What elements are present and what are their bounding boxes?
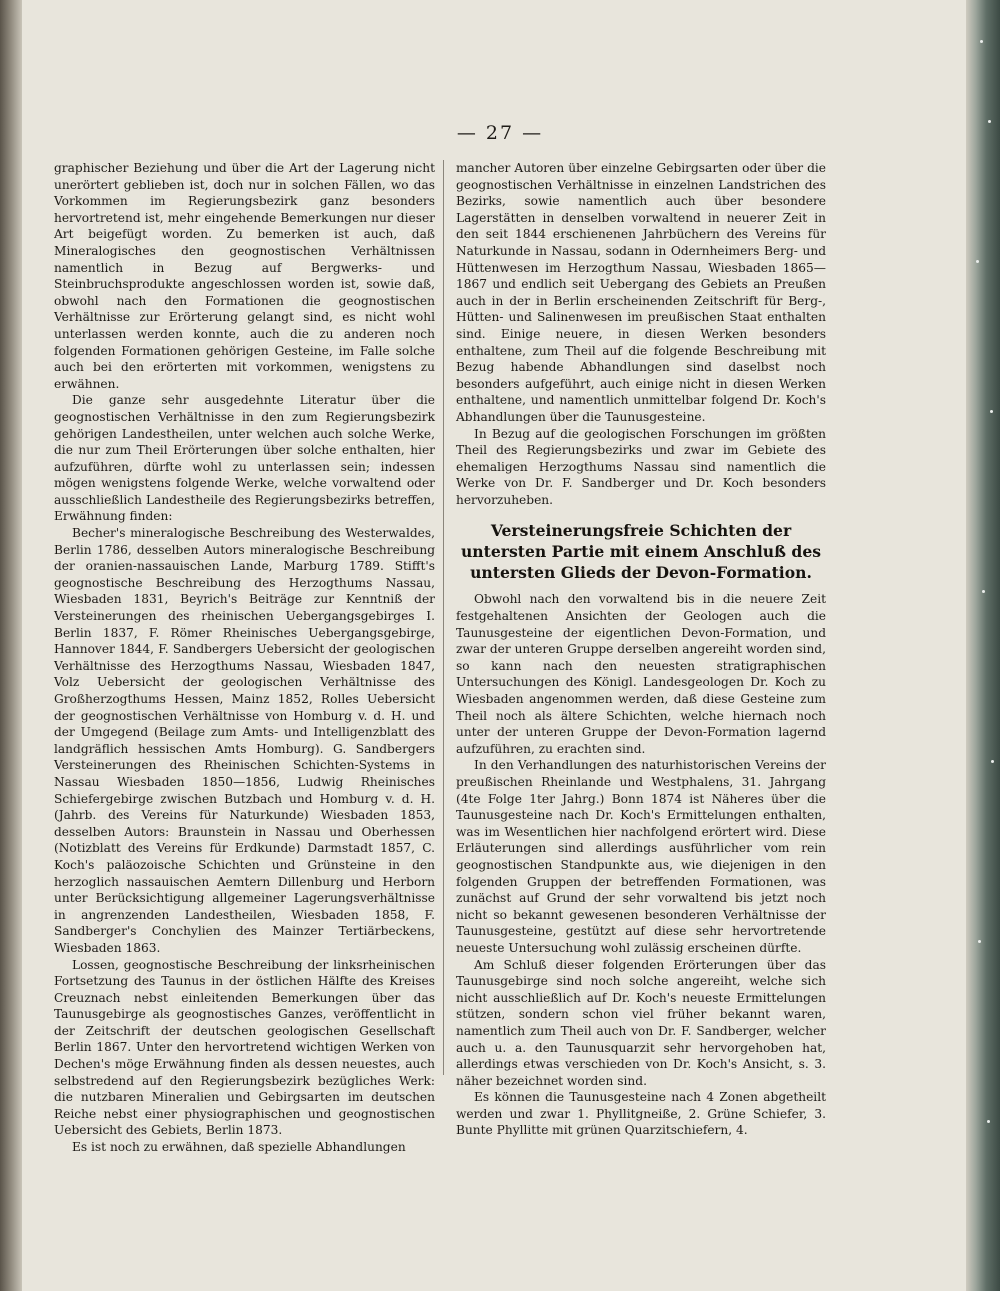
left-paragraph: Becher's mineralogische Beschreibung des Westerwaldes, Berlin 1786, desselben Autors mineralogische Beschreibung der oranien-nassauischen Lande, Marburg 1789. Stifft's geognostische Beschreibung des Herzogthums Nassau, Wiesbaden 1831, Beyrich's Beiträge zur Kenntniß der Versteinerungen des rheinischen Uebergangsgebirges I. Berlin 1837, F. Römer Rheinisches Uebergangsgebirge, Hannover 1844, F. Sandbergers Uebersicht der geologischen Verhältnisse des Herzogthums Nassau, Wiesbaden 1847, Volz Uebersicht der geologischen Verhältnisse des Großherzogthums Hessen, Mainz 1852, Rolles Uebersicht der geognostischen Verhältnisse von Homburg v. d. H. und der Umgegend (Beilage zum Amts- und Intelligenzblatt des landgräflich hessischen Amts Homburg). G. Sandbergers Versteinerungen des Rheinischen Schichten-Systems in Nassau Wiesbaden 1850—1856, Ludwig Rheinisches Schiefergebirge zwischen Butzbach und Homburg v. d. H. (Jahrb. des Vereins für Naturkunde) Wiesbaden 1853, desselben Autors: Braunstein in Nassau und Oberhessen (Notizblatt des Vereins für Erdkunde) Darmstadt 1857, C. Koch's paläozoische Schichten und Grünsteine in den herzoglich nassauischen Aemtern Dillenburg und Herborn unter Berücksichtigung allgemeiner Lagerungsverhältnisse in angrenzenden Landestheilen, Wiesbaden 1858, F. Sandberger's Conchylien des Mainzer Tertiärbeckens, Wiesbaden 1863. (54, 526, 435, 955)
right-column (456, 160, 826, 1156)
right-paragraph: Es können die Taunusgesteine nach 4 Zonen abgetheilt werden und zwar 1. Phyllitgneiße, 2. Grüne Schiefer, 3. Bunte Phyllitte mit grünen Quarzitschiefern, 4. (456, 1090, 826, 1138)
page-number: — 27 — (456, 122, 544, 144)
left-paragraph: Die ganze sehr ausgedehnte Literatur über die geognostischen Verhältnisse in den zum Regierungsbezirk gehörigen Landestheilen, unter welchen auch solche Werke, die nur zum Theil Erörterungen über solche enthalten, hier aufzuführen, dürfte wohl zu unterlassen sein; indessen mögen wenigstens folgende Werke, welche vorwaltend oder ausschließlich Landestheile des Regierungsbezirks betreffen, Erwähnung finden: (54, 393, 435, 524)
right-paragraph: In Bezug auf die geologischen Forschungen im größten Theil des Regierungsbezirks und zwar im Gebiete des ehemaligen Herzogthums Nassau sind namentlich die Werke von Dr. F. Sandberger und Dr. Koch besonders hervorzuheben. (456, 426, 826, 507)
right-paragraph: mancher Autoren über einzelne Gebirgsarten oder über die geognostischen Verhältnisse in einzelnen Landstrichen des Bezirks, sowie namentlich auch über besondere Lagerstätten in denselben vorwaltend in neuerer Zeit in den seit 1844 erschienenen Jahrbüchern des Vereins für Naturkunde in Nassau, sodann in Odernheimers Berg- und Hüttenwesen im Herzogthum Nassau, Wiesbaden 1865—1867 und endlich seit Uebergang des Gebiets an Preußen auch in der in Berlin erscheinenden Zeitschrift für Berg-, Hütten- und Salinenwesen im preußischen Staat enthalten sind. Einige neuere, in diesen Werken besonders enthaltene, zum Theil auf die folgende Beschreibung mit Bezug habende Abhandlungen sind daselbst noch besonders aufgeführt, auch einige nicht in diesen Werken enthaltene, und namentlich unmittelbar folgend Dr. Koch's Abhandlungen über die Taunusgesteine. (456, 161, 826, 424)
left-paragraph: Es ist noch zu erwähnen, daß spezielle Abhandlungen (72, 1140, 406, 1155)
left-paragraph: graphischer Beziehung und über die Art der Lagerung nicht unerörtert geblieben ist, doch nur in solchen Fällen, wo das Vorkommen im Regierungsbezirk ganz besonders hervortretend ist, mehr eingehende Bemerkungen nur dieser Art beigefügt worden. Zu bemerken ist auch, daß Mineralogisches den geognostischen Verhältnissen namentlich in Bezug auf Bergwerks- und Steinbruchsprodukte angeschlossen worden ist, sowie daß, obwohl nach den Formationen die geognostischen Verhältnisse zur Erörterung gelangt sind, es nicht wohl unterlassen werden konnte, auch die zu anderen noch folgenden Formationen gehörigen Gesteine, im Falle solche auch bei den erörterten mit vorkommen, wenigstens zu erwähnen. (54, 161, 435, 391)
right-paragraph: Obwohl nach den vorwaltend bis in die neuere Zeit festgehaltenen Ansichten der Geologen auch die Taunusgesteine der eigentlichen Devon-Formation, und zwar der unteren Gruppe derselben angereiht worden sind, so kann nach den neuesten stratigraphischen Untersuchungen des Königl. Landesgeologen Dr. Koch zu Wiesbaden angenommen werden, daß diese Gesteine zum Theil noch als ältere Schichten, welche hiernach noch unter der unteren Gruppe der Devon-Formation lagernd aufzuführen, zu erachten sind. (456, 592, 826, 756)
right-paragraph: Am Schluß dieser folgenden Erörterungen über das Taunusgebirge sind noch solche angereiht, welche sich nicht ausschließlich auf Dr. Koch's neueste Ermittelungen stützen, sondern schon viel früher bekannt waren, namentlich zum Theil auch von Dr. F. Sandberger, welcher auch u. a. den Taunusquarzit sehr hervorgehoben hat, allerdings etwas verschieden von Dr. Koch's Ansicht, s. 3. näher bezeichnet worden sind. (456, 957, 826, 1088)
left-column (54, 160, 435, 1156)
previous-page-edge (0, 0, 22, 1291)
left-paragraph: Lossen, geognostische Beschreibung der linksrheinischen Fortsetzung des Taunus in der östlichen Hälfte des Kreises Creuznach nebst einleitenden Bemerkungen über das Taunusgebirge als geognostisches Ganzes, veröffentlicht in der Zeitschrift der deutschen geologischen Gesellschaft Berlin 1867. Unter den hervortretend wichtigen Werken von Dechen's möge Erwähnung finden als dessen neuestes, auch selbstredend auf den Regierungsbezirk bezügliches Werk: die nutzbaren Mineralien und Gebirgsarten im deutschen Reiche nebst einer physiographischen und geognostischen Uebersicht des Gebiets, Berlin 1873. (54, 957, 435, 1138)
right-paragraph: In den Verhandlungen des naturhistorischen Vereins der preußischen Rheinlande und Westphalens, 31. Jahrgang (4te Folge 1ter Jahrg.) Bonn 1874 ist Näheres über die Taunusgesteine nach Dr. Koch's Ermittelungen enthalten, was im Wesentlichen hier nachfolgend erörtert wird. Diese Erläuterungen sind allerdings ausführlicher vom rein geognostischen Standpunkte aus, wie diejenigen in den folgenden Gruppen der betreffenden Formationen, was zunächst auf Grund der sehr vorwaltend bis jetzt noch nicht so bekannt gewesenen besonderen Verhältnisse der Taunusgesteine, gestützt auf diese sehr hervortretende neueste Untersuchung wohl zulässig erscheinen dürfte. (456, 758, 826, 955)
section-heading: Versteinerungsfreie Schichten der untersten Partie mit einem Anschluß des untersten Glieds der Devon-Formation. (460, 521, 822, 583)
text-columns (54, 160, 826, 1156)
book-cover-edge (966, 0, 1000, 1291)
